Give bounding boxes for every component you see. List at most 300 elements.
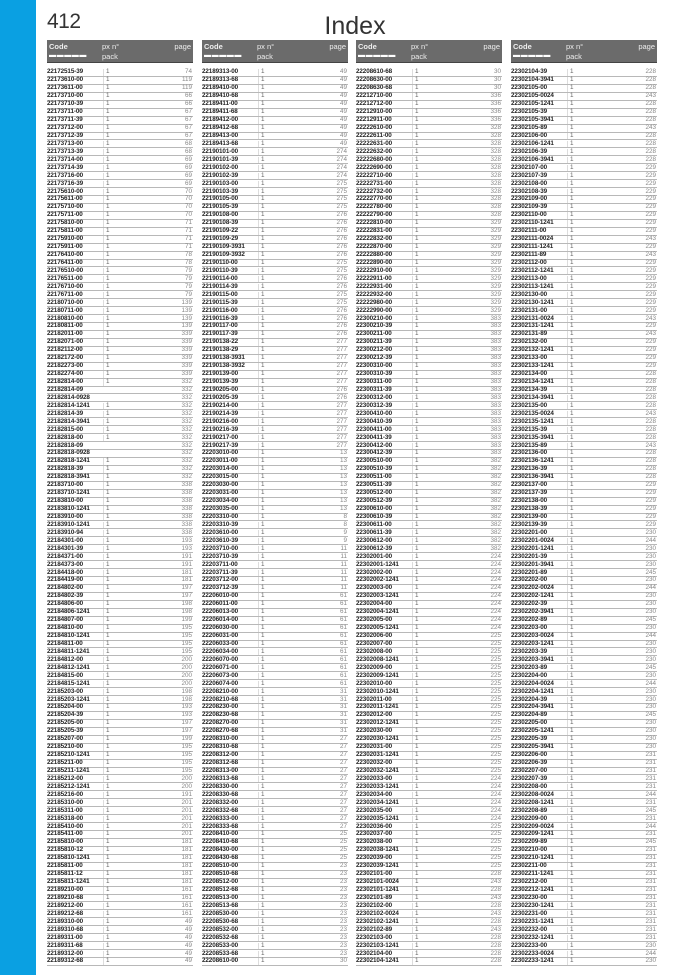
product-code: 22173714-00 bbox=[47, 155, 84, 163]
page-ref: 23 bbox=[339, 949, 347, 957]
product-code: 22184815-1241 bbox=[47, 679, 90, 687]
product-code: 22208630-00 bbox=[356, 76, 393, 84]
page-ref: 49 bbox=[339, 116, 347, 124]
product-code: 22190205-39 bbox=[202, 393, 239, 401]
page-ref: 228 bbox=[645, 76, 656, 84]
product-code: 22222770-00 bbox=[356, 195, 393, 203]
product-code: 22302202-1241 bbox=[511, 592, 554, 600]
product-code: 22183910-94 bbox=[47, 528, 84, 536]
product-code: 22302204-1241 bbox=[511, 687, 554, 695]
page-ref: 224 bbox=[490, 790, 501, 798]
page-ref: 224 bbox=[490, 814, 501, 822]
page-ref: 25 bbox=[339, 854, 347, 862]
page-ref: 61 bbox=[339, 655, 347, 663]
pieces-per-pack: 1 bbox=[567, 887, 610, 894]
header-px: px n° bbox=[566, 42, 584, 51]
page-ref: 328 bbox=[490, 147, 501, 155]
index-row bbox=[356, 934, 502, 942]
pieces-per-pack: 1 bbox=[103, 665, 146, 672]
pieces-per-pack: 1 bbox=[103, 260, 146, 267]
page-ref: 30 bbox=[493, 76, 501, 84]
page-ref: 27 bbox=[339, 806, 347, 814]
pieces-per-pack: 1 bbox=[103, 220, 146, 227]
product-code: 22212910-00 bbox=[356, 108, 393, 116]
pieces-per-pack: 1 bbox=[567, 411, 610, 418]
page-ref: 328 bbox=[490, 195, 501, 203]
product-code: 22184301-00 bbox=[47, 536, 84, 544]
product-code: 22300411-00 bbox=[356, 425, 392, 433]
product-code: 22300212-00 bbox=[356, 346, 393, 354]
index-row bbox=[356, 307, 502, 315]
page-ref: 61 bbox=[339, 624, 347, 632]
pieces-per-pack: 1 bbox=[103, 403, 146, 410]
page-ref: 277 bbox=[336, 338, 347, 346]
index-row bbox=[47, 807, 193, 815]
product-code: 22185211-1241 bbox=[47, 766, 90, 774]
pieces-per-pack: 1 bbox=[567, 85, 610, 92]
product-code: 22302210-1241 bbox=[511, 854, 554, 862]
index-row bbox=[511, 291, 657, 299]
product-code: 22190108-39 bbox=[202, 219, 239, 227]
page-ref: 228 bbox=[645, 457, 656, 465]
pieces-per-pack: 1 bbox=[412, 681, 455, 688]
page-title: Index bbox=[324, 12, 386, 40]
product-code: 22302105-3941 bbox=[511, 116, 554, 124]
page-ref: 229 bbox=[645, 346, 656, 354]
product-code: 22302212-1241 bbox=[511, 886, 554, 893]
pieces-per-pack: 1 bbox=[258, 498, 301, 505]
pieces-per-pack: 1 bbox=[258, 252, 301, 259]
pieces-per-pack: 1 bbox=[412, 268, 455, 275]
product-code: 22302109-39 bbox=[511, 203, 548, 211]
page-ref: 230 bbox=[645, 600, 656, 608]
product-code: 22302202-0024 bbox=[511, 584, 554, 592]
pieces-per-pack: 1 bbox=[258, 101, 301, 108]
product-code: 22190216-00 bbox=[202, 417, 239, 425]
product-code: 22183910-00 bbox=[47, 512, 84, 520]
pieces-per-pack: 1 bbox=[258, 958, 301, 965]
page-ref: 229 bbox=[645, 274, 656, 282]
product-code: 22185203-00 bbox=[47, 687, 84, 695]
index-row bbox=[356, 553, 502, 561]
pieces-per-pack: 1 bbox=[412, 435, 455, 442]
page-ref: 71 bbox=[184, 227, 192, 235]
page-ref: 229 bbox=[645, 282, 656, 290]
pieces-per-pack: 1 bbox=[412, 824, 455, 831]
page-number: 412 bbox=[47, 10, 81, 33]
product-code: 22173611-00 bbox=[47, 84, 83, 92]
product-code: 22300312-39 bbox=[356, 401, 393, 409]
pieces-per-pack: 1 bbox=[103, 196, 146, 203]
pieces-per-pack: 1 bbox=[412, 816, 455, 823]
product-code: 22302135-00 bbox=[511, 401, 548, 409]
pieces-per-pack: 1 bbox=[412, 641, 455, 648]
index-row bbox=[202, 418, 348, 426]
page-ref: 230 bbox=[645, 719, 656, 727]
pieces-per-pack: 1 bbox=[412, 133, 455, 140]
pieces-per-pack: 1 bbox=[567, 704, 610, 711]
page-ref: 277 bbox=[336, 409, 347, 417]
page-ref: 382 bbox=[490, 489, 501, 497]
product-code: 22190109-3932 bbox=[202, 251, 245, 258]
pieces-per-pack: 1 bbox=[258, 474, 301, 481]
page-ref: 9 bbox=[343, 536, 347, 544]
product-code: 22184810-00 bbox=[47, 624, 84, 632]
pieces-per-pack: 1 bbox=[567, 220, 610, 227]
pieces-per-pack: 1 bbox=[412, 196, 455, 203]
page-ref: 228 bbox=[645, 385, 656, 393]
product-code: 22208430-68 bbox=[202, 854, 239, 862]
pieces-per-pack: 1 bbox=[103, 125, 146, 132]
pieces-per-pack: 1 bbox=[258, 538, 301, 545]
pieces-per-pack: 1 bbox=[103, 919, 146, 926]
product-code: 22302008-1241 bbox=[356, 655, 399, 663]
pieces-per-pack: 1 bbox=[412, 69, 455, 76]
product-code: 22190214-39 bbox=[202, 409, 239, 417]
pieces-per-pack: 1 bbox=[103, 673, 146, 680]
page-ref: 61 bbox=[339, 632, 347, 639]
product-code: 22302012-00 bbox=[356, 711, 393, 719]
pieces-per-pack: 1 bbox=[258, 665, 301, 672]
page-ref: 230 bbox=[645, 552, 656, 560]
page-ref: 245 bbox=[645, 568, 656, 576]
page-ref: 181 bbox=[181, 568, 192, 576]
product-code: 22222631-00 bbox=[356, 139, 393, 147]
product-code: 22173713-00 bbox=[47, 139, 84, 147]
pieces-per-pack: 1 bbox=[258, 506, 301, 513]
index-row bbox=[202, 299, 348, 307]
page-ref: 228 bbox=[490, 949, 501, 957]
pieces-per-pack: 1 bbox=[567, 911, 610, 918]
product-code: 22190117-39 bbox=[202, 330, 238, 338]
header-code: Code bbox=[49, 42, 68, 51]
page-ref: 197 bbox=[181, 584, 192, 592]
index-row bbox=[356, 418, 502, 426]
product-code: 22182818-09 bbox=[47, 441, 84, 449]
product-code: 22302202-3941 bbox=[511, 608, 554, 616]
product-code: 22208410-00 bbox=[202, 830, 239, 838]
product-code: 22185810-1241 bbox=[47, 854, 90, 862]
page-ref: 70 bbox=[184, 187, 192, 195]
page-ref: 229 bbox=[645, 520, 656, 528]
page-ref: 31 bbox=[339, 695, 347, 703]
product-code: 22302103-00 bbox=[356, 933, 393, 941]
page-ref: 27 bbox=[339, 814, 347, 822]
product-code: 22190138-3932 bbox=[202, 362, 245, 370]
product-code: 22222610-00 bbox=[356, 124, 393, 131]
page-ref: 229 bbox=[645, 512, 656, 520]
index-row bbox=[202, 291, 348, 299]
product-code: 22222990-00 bbox=[356, 306, 393, 314]
pieces-per-pack: 1 bbox=[412, 395, 455, 402]
product-code: 22182274-00 bbox=[47, 370, 84, 378]
page-ref: 225 bbox=[490, 711, 501, 719]
product-code: 22302105-0024 bbox=[511, 92, 554, 100]
product-code: 22302202-00 bbox=[511, 576, 548, 584]
product-code: 22208330-68 bbox=[202, 790, 239, 798]
page-ref: 49 bbox=[339, 124, 347, 131]
page-ref: 276 bbox=[336, 306, 347, 314]
page-ref: 383 bbox=[490, 409, 501, 417]
product-code: 22208230-68 bbox=[202, 711, 239, 719]
pieces-per-pack: 1 bbox=[412, 458, 455, 465]
page-ref: 275 bbox=[336, 266, 347, 274]
page-ref: 224 bbox=[490, 616, 501, 624]
page-ref: 231 bbox=[645, 766, 656, 774]
page-ref: 27 bbox=[339, 782, 347, 790]
pieces-per-pack: 1 bbox=[258, 196, 301, 203]
pieces-per-pack: 1 bbox=[567, 236, 610, 243]
index-row bbox=[511, 672, 657, 680]
index-row bbox=[47, 299, 193, 307]
pieces-per-pack: 1 bbox=[567, 530, 610, 537]
product-code: 22189413-68 bbox=[202, 139, 239, 147]
page-ref: 225 bbox=[490, 743, 501, 751]
pieces-per-pack: 1 bbox=[567, 649, 610, 656]
pieces-per-pack: 1 bbox=[567, 554, 610, 561]
pieces-per-pack: 1 bbox=[412, 371, 455, 378]
product-code: 22302011-1241 bbox=[356, 703, 399, 711]
product-code: 22302137-00 bbox=[511, 481, 548, 489]
product-code: 22182814-39 bbox=[47, 409, 84, 417]
product-code: 22175811-00 bbox=[47, 227, 83, 235]
product-code: 22203711-39 bbox=[202, 568, 238, 576]
page-ref: 276 bbox=[336, 314, 347, 322]
pieces-per-pack: 1 bbox=[412, 554, 455, 561]
index-row bbox=[202, 561, 348, 569]
pieces-per-pack: 1 bbox=[567, 871, 610, 878]
pieces-per-pack: 1 bbox=[412, 236, 455, 243]
header-px: px n° bbox=[411, 42, 429, 51]
page-ref: 11 bbox=[340, 560, 347, 568]
product-code: 22222980-00 bbox=[356, 298, 393, 306]
product-code: 22185810-12 bbox=[47, 846, 84, 854]
page-ref: 11 bbox=[340, 568, 347, 576]
pieces-per-pack: 1 bbox=[258, 260, 301, 267]
pieces-per-pack: 1 bbox=[412, 958, 455, 965]
page-ref: 332 bbox=[181, 425, 192, 433]
page-ref: 230 bbox=[645, 647, 656, 655]
pieces-per-pack: 1 bbox=[103, 323, 146, 330]
pieces-per-pack: 1 bbox=[567, 577, 610, 584]
pieces-per-pack: 1 bbox=[567, 347, 610, 354]
product-code: 22302231-1241 bbox=[511, 917, 554, 925]
product-code: 22182818-0928 bbox=[47, 449, 90, 457]
page-ref: 198 bbox=[181, 600, 192, 608]
brand-logo: ▬▬▬▬▬ bbox=[49, 52, 87, 59]
pieces-per-pack: 1 bbox=[412, 863, 455, 870]
page-ref: 243 bbox=[645, 92, 656, 100]
page-ref: 276 bbox=[336, 330, 347, 338]
page-ref: 338 bbox=[181, 505, 192, 512]
page-ref: 31 bbox=[339, 727, 347, 735]
pieces-per-pack: 1 bbox=[103, 411, 146, 418]
product-code: 22173714-39 bbox=[47, 163, 84, 171]
page-ref: 382 bbox=[490, 457, 501, 465]
product-code: 22173713-39 bbox=[47, 147, 84, 155]
page-ref: 191 bbox=[181, 790, 192, 798]
pieces-per-pack: 1 bbox=[567, 633, 610, 640]
product-code: 22300311-00 bbox=[356, 378, 392, 385]
pieces-per-pack: 1 bbox=[258, 435, 301, 442]
product-code: 22302137-39 bbox=[511, 489, 548, 497]
product-code: 22302109-00 bbox=[511, 195, 548, 203]
pieces-per-pack: 1 bbox=[103, 935, 146, 942]
pieces-per-pack: 1 bbox=[567, 77, 610, 84]
page-ref: 228 bbox=[645, 139, 656, 147]
pieces-per-pack: 1 bbox=[103, 847, 146, 854]
pieces-per-pack: 1 bbox=[567, 839, 610, 846]
page-ref: 230 bbox=[645, 560, 656, 568]
pieces-per-pack: 1 bbox=[103, 212, 146, 219]
product-code: 22206034-00 bbox=[202, 647, 239, 655]
pieces-per-pack: 1 bbox=[258, 887, 301, 894]
page-ref: 49 bbox=[184, 917, 192, 925]
product-code: 22302038-1241 bbox=[356, 846, 399, 854]
pieces-per-pack: 1 bbox=[412, 895, 455, 902]
page-ref: 231 bbox=[645, 846, 656, 854]
pieces-per-pack: 1 bbox=[258, 839, 301, 846]
product-code: 22302204-89 bbox=[511, 711, 548, 719]
product-code: 22222931-00 bbox=[356, 282, 393, 290]
product-code: 22302012-1241 bbox=[356, 719, 399, 727]
page-ref: 230 bbox=[645, 727, 656, 735]
pieces-per-pack: 1 bbox=[258, 808, 301, 815]
pieces-per-pack: 1 bbox=[103, 482, 146, 489]
blue-page-edge-bar bbox=[0, 0, 36, 975]
pieces-per-pack: 1 bbox=[258, 593, 301, 600]
pieces-per-pack: 1 bbox=[567, 482, 610, 489]
page-ref: 228 bbox=[645, 370, 656, 378]
index-row bbox=[511, 418, 657, 426]
page-ref: 11 bbox=[340, 544, 347, 552]
product-code: 22190115-39 bbox=[202, 298, 238, 306]
pieces-per-pack: 1 bbox=[258, 316, 301, 323]
product-code: 22189212-68 bbox=[47, 909, 84, 917]
pieces-per-pack: 1 bbox=[103, 895, 146, 902]
pieces-per-pack: 1 bbox=[567, 919, 610, 926]
product-code: 22208230-00 bbox=[202, 703, 239, 711]
product-code: 22302136-3941 bbox=[511, 473, 554, 481]
index-row bbox=[356, 799, 502, 807]
pieces-per-pack: 1 bbox=[103, 522, 146, 529]
page-ref: 230 bbox=[645, 655, 656, 663]
page-ref: 49 bbox=[339, 92, 347, 100]
page-ref: 23 bbox=[339, 917, 347, 925]
pieces-per-pack: 1 bbox=[412, 617, 455, 624]
pieces-per-pack: 1 bbox=[258, 577, 301, 584]
page-ref: 225 bbox=[490, 655, 501, 663]
page-ref: 228 bbox=[645, 147, 656, 155]
pieces-per-pack: 1 bbox=[567, 808, 610, 815]
pieces-per-pack: 1 bbox=[258, 776, 301, 783]
pieces-per-pack: 1 bbox=[567, 562, 610, 569]
index-column bbox=[356, 40, 502, 965]
product-code: 22208270-00 bbox=[202, 719, 239, 727]
product-code: 22302110-1241 bbox=[511, 219, 554, 227]
product-code: 22222680-00 bbox=[356, 155, 393, 163]
pieces-per-pack: 1 bbox=[567, 117, 610, 124]
product-code: 22182814-00 bbox=[47, 378, 84, 385]
page-ref: 275 bbox=[336, 298, 347, 306]
index-row bbox=[511, 926, 657, 934]
pieces-per-pack: 1 bbox=[567, 895, 610, 902]
pieces-per-pack: 1 bbox=[567, 189, 610, 196]
pieces-per-pack: 1 bbox=[258, 339, 301, 346]
pieces-per-pack: 1 bbox=[412, 149, 455, 156]
pieces-per-pack: 1 bbox=[103, 577, 146, 584]
pieces-per-pack: 1 bbox=[258, 93, 301, 100]
product-code: 22302205-3941 bbox=[511, 743, 554, 751]
pieces-per-pack: 1 bbox=[412, 109, 455, 116]
product-code: 22208330-00 bbox=[202, 782, 239, 790]
page-ref: 224 bbox=[490, 600, 501, 608]
page-ref: 229 bbox=[645, 203, 656, 211]
product-code: 22302001-1241 bbox=[356, 560, 399, 568]
page-ref: 201 bbox=[181, 806, 192, 814]
pieces-per-pack: 1 bbox=[412, 339, 455, 346]
product-code: 22190217-00 bbox=[202, 433, 239, 441]
page-ref: 224 bbox=[490, 624, 501, 632]
pieces-per-pack: 1 bbox=[412, 93, 455, 100]
product-code: 22302106-3941 bbox=[511, 155, 554, 163]
product-code: 22189212-00 bbox=[47, 901, 84, 909]
index-row bbox=[47, 561, 193, 569]
product-code: 22206071-00 bbox=[202, 663, 239, 671]
product-code: 22302134-1241 bbox=[511, 378, 554, 385]
product-code: 22300612-39 bbox=[356, 544, 393, 552]
product-code: 22189310-68 bbox=[47, 925, 84, 933]
product-code: 22300511-39 bbox=[356, 481, 392, 489]
pieces-per-pack: 1 bbox=[567, 458, 610, 465]
pieces-per-pack: 1 bbox=[412, 165, 455, 172]
product-code: 22302134-39 bbox=[511, 385, 548, 393]
pieces-per-pack: 1 bbox=[567, 323, 610, 330]
product-code: 22302010-1241 bbox=[356, 687, 399, 695]
page-ref: 231 bbox=[645, 893, 656, 901]
page-ref: 119 bbox=[181, 76, 192, 84]
pieces-per-pack: 1 bbox=[567, 768, 610, 775]
page-ref: 383 bbox=[490, 338, 501, 346]
product-code: 22175910-00 bbox=[47, 235, 84, 243]
page-ref: 195 bbox=[181, 639, 192, 647]
page-ref: 61 bbox=[339, 600, 347, 608]
pieces-per-pack: 1 bbox=[567, 69, 610, 76]
pieces-per-pack: 1 bbox=[567, 855, 610, 862]
pieces-per-pack: 1 bbox=[412, 625, 455, 632]
index-rows bbox=[511, 69, 657, 966]
product-code: 22203710-00 bbox=[202, 544, 239, 552]
page-ref: 275 bbox=[336, 179, 347, 187]
product-code: 22302208-1241 bbox=[511, 798, 554, 806]
page-ref: 224 bbox=[490, 576, 501, 584]
product-code: 22300510-00 bbox=[356, 457, 393, 465]
product-code: 22300411-39 bbox=[356, 433, 392, 441]
page-ref: 224 bbox=[490, 552, 501, 560]
product-code: 22300210-00 bbox=[356, 314, 393, 322]
pieces-per-pack: 1 bbox=[412, 657, 455, 664]
pieces-per-pack: 1 bbox=[103, 204, 146, 211]
pieces-per-pack: 1 bbox=[103, 228, 146, 235]
page-ref: 31 bbox=[339, 719, 347, 727]
product-code: 22302011-00 bbox=[356, 695, 392, 703]
page-ref: 25 bbox=[339, 846, 347, 854]
pieces-per-pack: 1 bbox=[412, 522, 455, 529]
product-code: 22302133-1241 bbox=[511, 362, 554, 370]
product-code: 22302133-00 bbox=[511, 354, 548, 362]
index-row bbox=[356, 680, 502, 688]
pieces-per-pack: 1 bbox=[103, 570, 146, 577]
